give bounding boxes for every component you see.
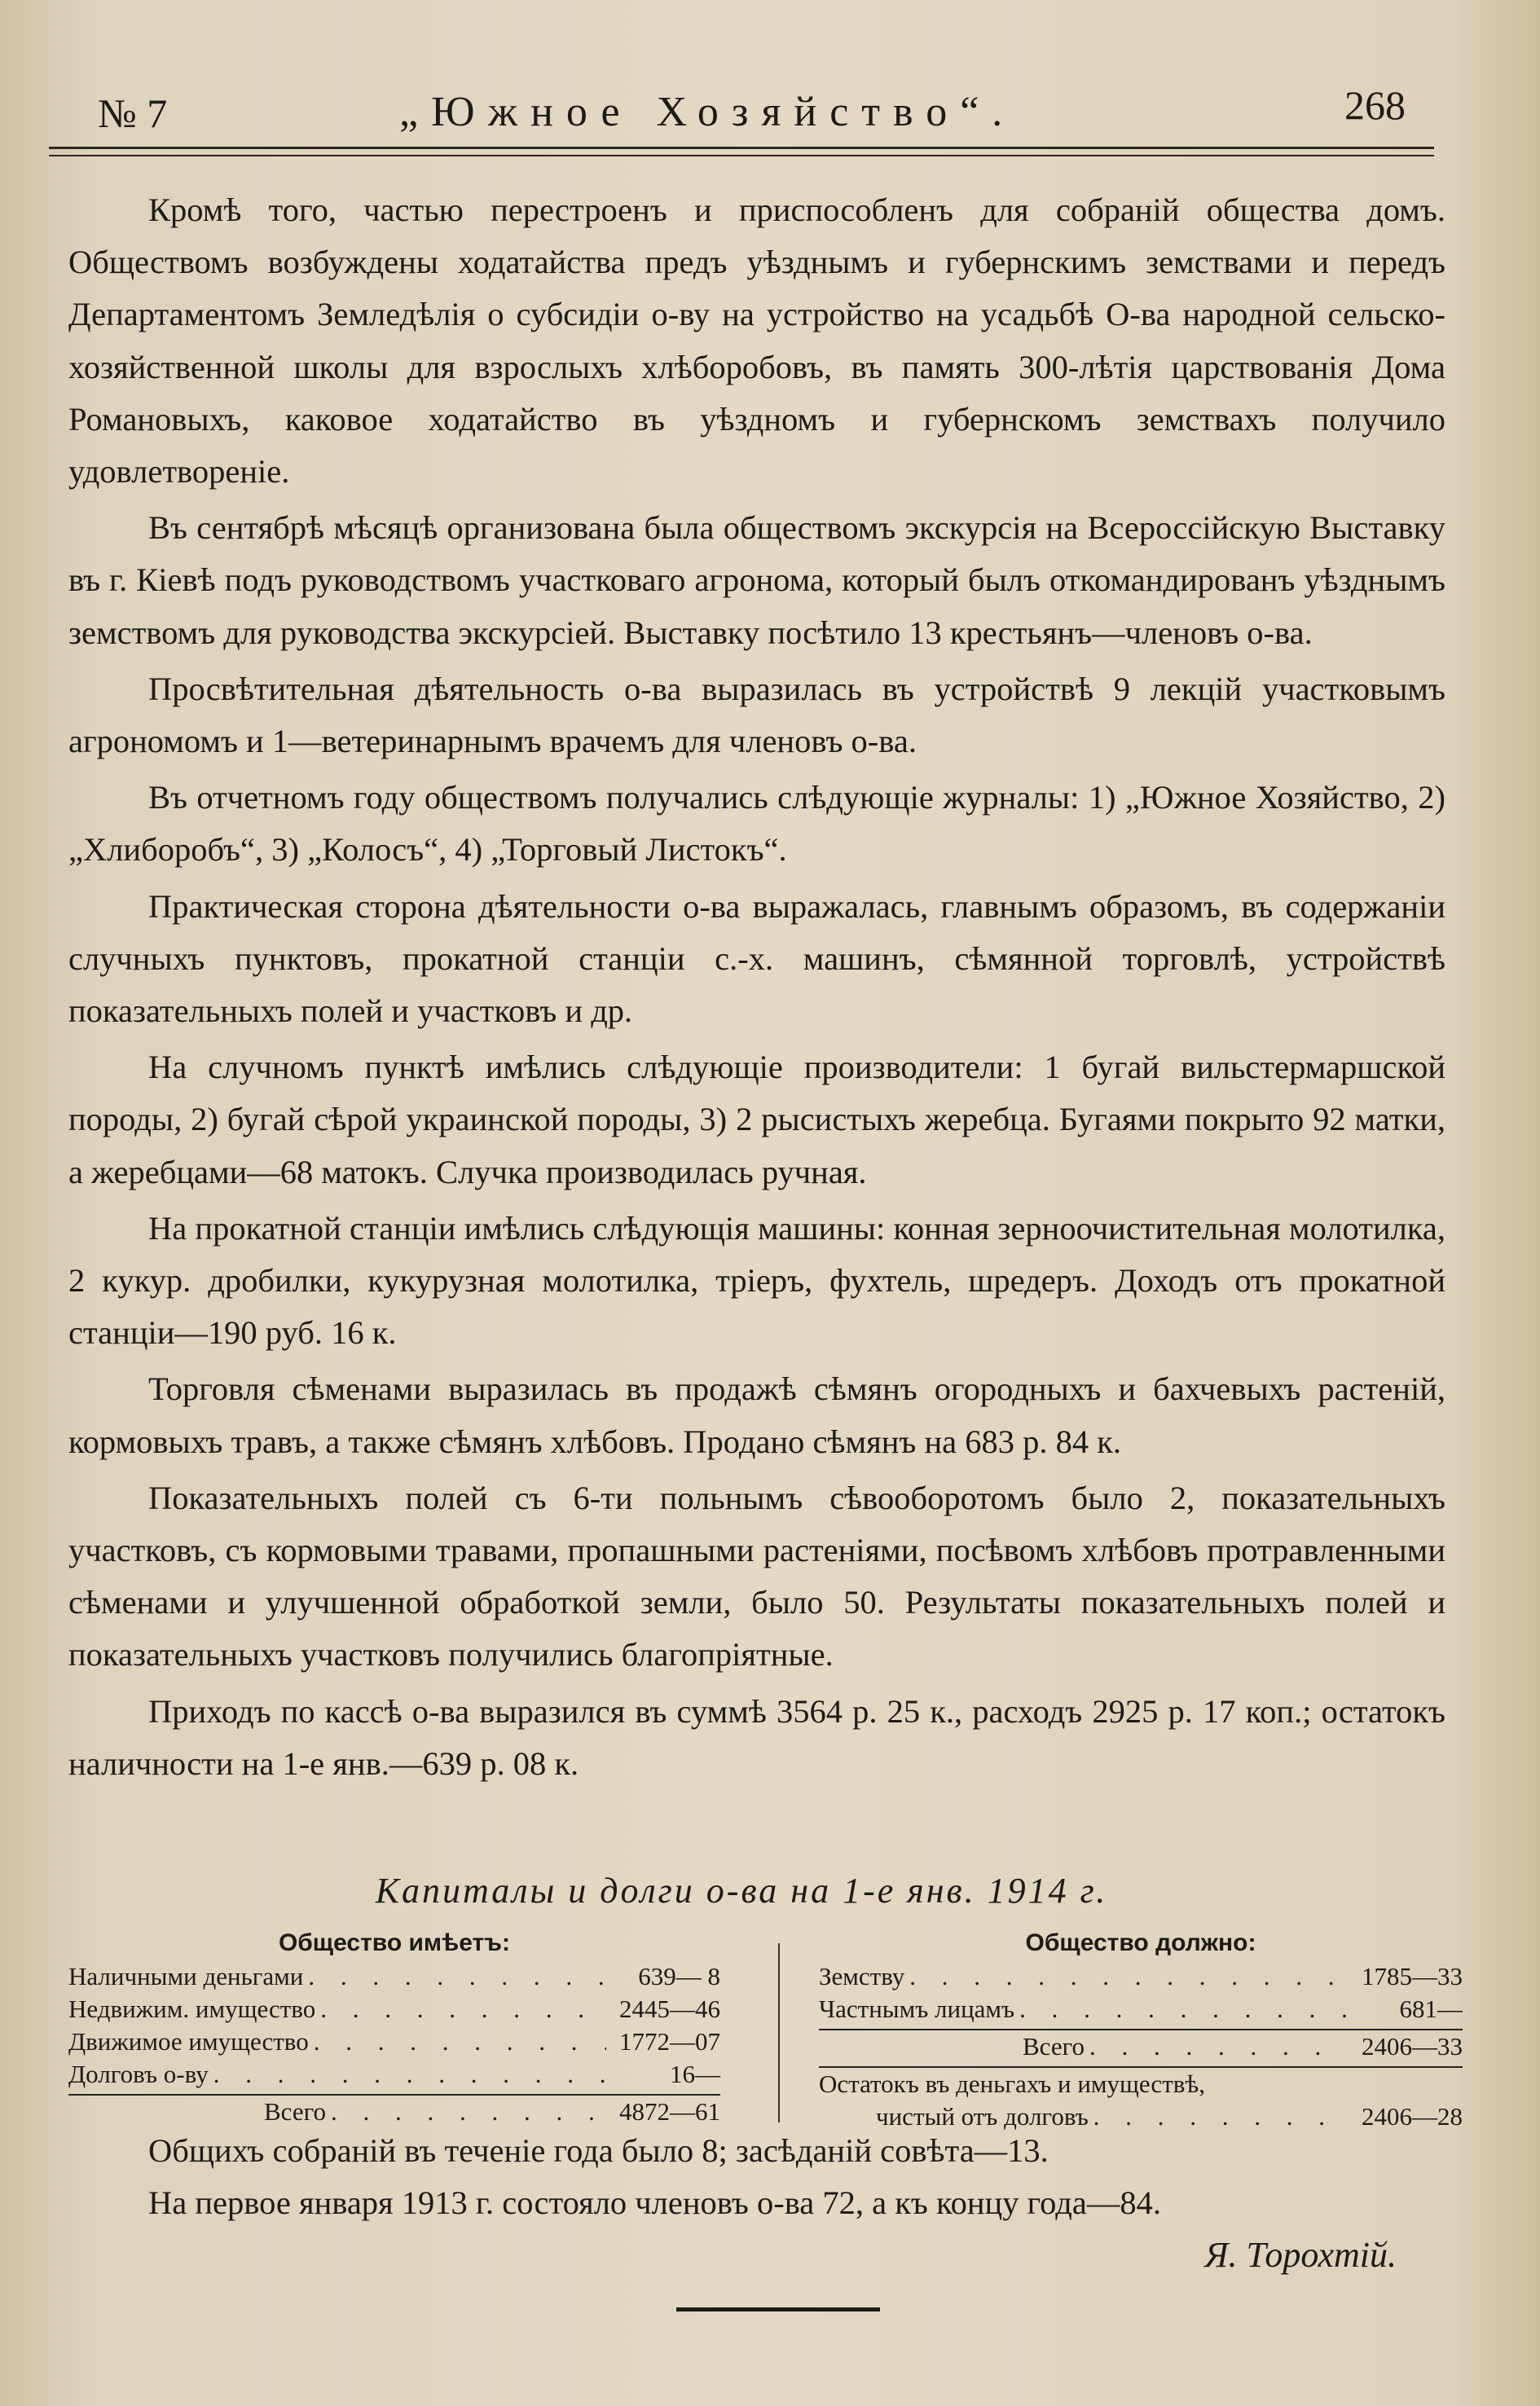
remainder-label: чистый отъ долговъ [876,2102,1089,2131]
closing-text [68,2125,1445,2281]
asset-row [68,2026,720,2058]
assets-column [68,1929,720,2128]
issue-number: № 7 [98,90,168,136]
assets-total-row [68,2096,720,2128]
liabilities-column [819,1929,1463,2133]
column-divider [778,1943,780,2122]
closing-paragraph-text: На первое января 1913 г. состояло членовъ о-ва 72, а къ концу года—84. [148,2184,1161,2221]
end-rule [676,2307,880,2311]
paragraph: Кромѣ того, частью перестроенъ и приспособленъ для собраній общества домъ. Обществомъ возбуждены ходатайства предъ уѣзднымъ и губернскимъ земствами и передъ Департаментомъ Земледѣлія о субсидіи о-ву на устройство на усадьбѣ О-ва народной сельско-хозяйственной школы для взрослыхъ хлѣборобовъ, въ память 300-лѣтія царствованія Дома Романовыхъ, каковое ходатайство въ уѣздномъ и губернскомъ земствахъ получило удовлетвореніе. [68,191,1445,490]
asset-amount: 2445—46 [619,1995,720,2023]
paragraph: Въ сентябрѣ мѣсяцѣ организована была обществомъ экскурсія на Всероссійскую Выставку въ г. Кіевѣ подъ руководствомъ участковаго агронома, который былъ откомандированъ уѣзднымъ земствомъ для руководства экскурсіей. Выставку посѣтило 13 крестьянъ—членовъ о-ва. [68,509,1445,651]
liabilities-title: Общество должно: [1025,1929,1256,1956]
liability-label: Земству [819,1962,905,1990]
paragraph [68,2177,1445,2275]
asset-amount: 1772—07 [619,2027,720,2056]
leader-dots [1014,1993,1349,2026]
liability-row [819,1960,1463,1993]
liability-row [819,1993,1463,2026]
asset-row [68,2058,720,2091]
page-header [49,81,1442,139]
journal-title: „Южное Хозяйство“. [399,89,1016,135]
liabilities-total-amount: 2406—33 [1362,2032,1463,2061]
paragraph: На случномъ пунктѣ имѣлись слѣдующіе производители: 1 бугай вильстермаршской породы, 2) бугай сѣрой украинской породы, 3) 2 рысистыхъ жеребца. Бугаями покрыто 92 матки, а жеребцами—68 матокъ. Случка производилась ручная. [68,1049,1445,1190]
paragraph: Показательныхъ полей съ 6-ти польнымъ сѣвооборотомъ было 2, показательныхъ участковъ, съ кормовыми травами, пропашными растеніями, посѣвомъ хлѣбовъ протравленными сѣменами и улучшенной обработкой земли, было 50. Результаты показательныхъ полей и показательныхъ участковъ получились благопріятные. [68,1479,1445,1674]
liability-amount: 1785—33 [1362,1962,1463,1990]
assets-total-amount: 4872—61 [619,2097,720,2126]
liabilities-total-label: Всего [1023,2032,1085,2061]
paragraph: Въ отчетномъ году обществомъ получались слѣдующіе журналы: 1) „Южное Хозяйство, 2) „Хлиборобъ“, 3) „Колосъ“, 4) „Торговый Листокъ“. [68,779,1445,869]
paragraph: Общихъ собраній въ теченіе года было 8; засѣданій совѣта—13. [148,2132,1049,2169]
leader-dots [1085,2030,1349,2063]
balance-caption: Капиталы и долги о-ва на 1-е янв. 1914 г. [375,1871,1108,1911]
remainder-label: Остатокъ въ деньгахъ и имуществѣ, [819,2070,1205,2098]
asset-label: Наличными деньгами [68,1962,304,1990]
page-number: 268 [1344,82,1406,128]
paragraph: На прокатной станціи имѣлись слѣдующія машины: конная зерноочистительная молотилка, 2 кукур. дробилки, кукурузная молотилка, тріеръ, фухтель, шредеръ. Доходъ отъ прокатной станціи—190 руб. 16 к. [68,1209,1445,1352]
paragraph: Просвѣтительная дѣятельность о-ва выразилась въ устройствѣ 9 лекцій участковымъ агрономомъ и 1—ветеринарнымъ врачемъ для членовъ о-ва. [68,670,1445,760]
asset-row [68,1960,720,1993]
leader-dots [326,2096,606,2128]
leader-dots [303,1960,606,1993]
leader-dots [315,1993,606,2026]
liability-label: Частнымъ лицамъ [819,1995,1015,2023]
remainder-amount: 2406—28 [1362,2102,1463,2131]
asset-amount: 639— 8 [638,1962,720,1990]
asset-amount: 16— [670,2060,720,2088]
leader-dots [209,2058,606,2091]
assets-total-label: Всего [264,2097,327,2126]
leader-dots [904,1960,1349,1993]
paragraph: Торговля сѣменами выразилась въ продажѣ сѣмянъ огородныхъ и бахчевыхъ растеній, кормовыхъ травъ, а также сѣмянъ хлѣбовъ. Продано сѣмянъ на 683 р. 84 к. [68,1370,1445,1460]
liabilities-total-row [819,2030,1463,2063]
asset-row [68,1993,720,2026]
asset-label: Недвижим. имущество [68,1995,316,2023]
header-rule-bottom [49,155,1434,156]
paragraph: Приходъ по кассѣ о-ва выразился въ суммѣ 3564 р. 25 к., расходъ 2925 р. 17 коп.; остатокъ наличности на 1-е янв.—639 р. 08 к. [68,1692,1445,1782]
remainder-label-row [819,2068,1463,2100]
asset-label: Долговъ о-ву [68,2060,209,2088]
paragraph: Практическая сторона дѣятельности о-ва выражалась, главнымъ образомъ, въ содержаніи случныхъ пунктовъ, прокатной станціи с.-х. машинъ, сѣмянной торговлѣ, устройствѣ показательныхъ полей и участковъ и др. [68,887,1445,1030]
author-signature: Я. Торохтій. [1204,2235,1397,2275]
header-rule-top [49,147,1434,149]
asset-label: Движимое имущество [68,2027,309,2056]
leader-dots [309,2026,606,2058]
article-body [68,184,1445,1794]
assets-title: Общество имѣетъ: [278,1929,511,1956]
liability-amount: 681— [1399,1995,1463,2023]
